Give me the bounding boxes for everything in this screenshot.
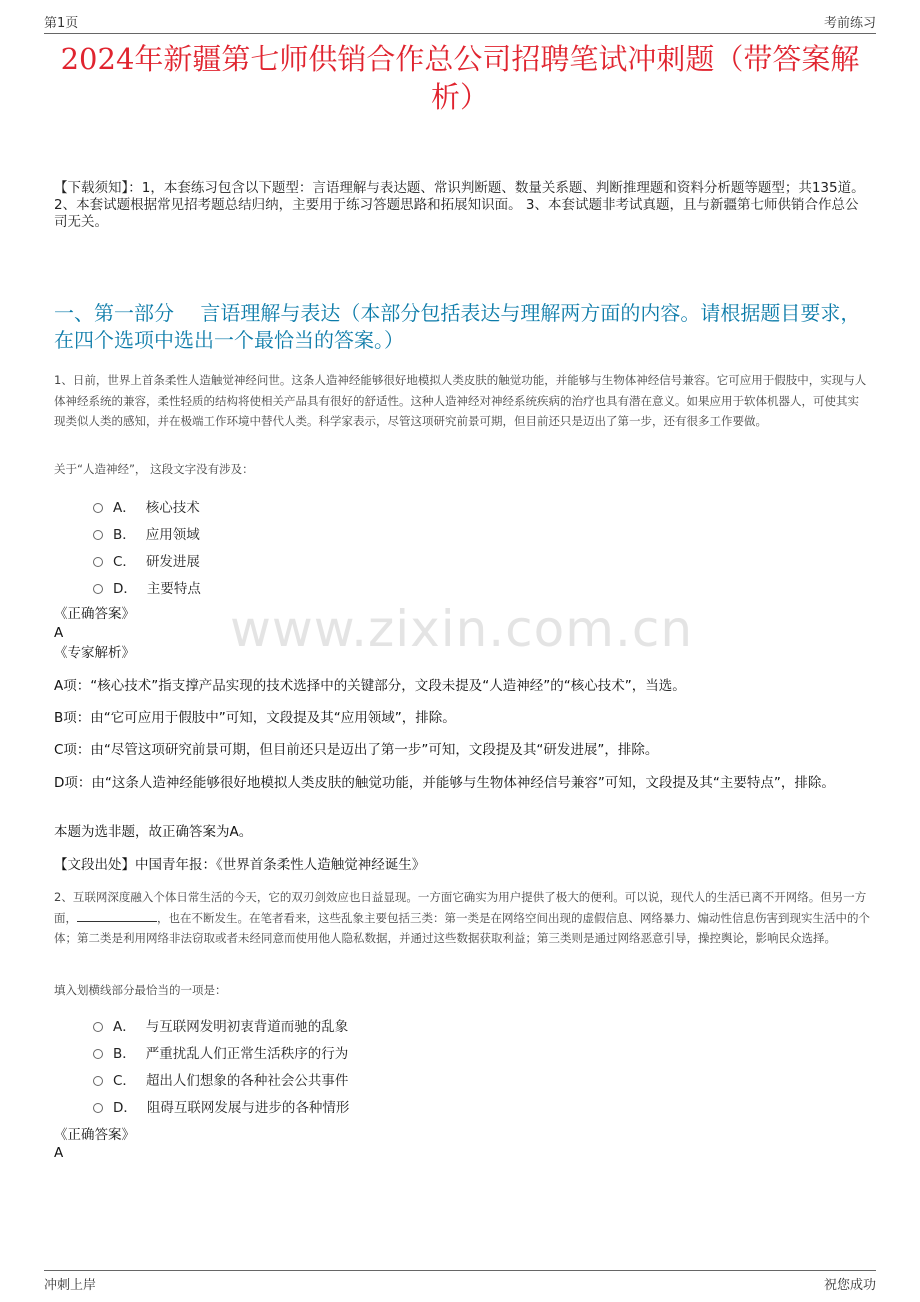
option-a[interactable] [93, 1011, 349, 1038]
radio-icon[interactable] [93, 584, 103, 594]
footer-divider [44, 1270, 876, 1271]
answer-label: 《正确答案》 [54, 606, 135, 622]
page-footer [44, 1274, 876, 1294]
option-text: 研发进展 [145, 553, 200, 570]
footer-right-text: 祝您成功 [823, 1278, 876, 1293]
watermark: www.zixin.com.cn [230, 600, 694, 658]
header-divider [44, 33, 876, 34]
question-2-stem [54, 887, 870, 949]
option-text: 应用领域 [145, 526, 200, 543]
analysis-item: A项：“核心技术”指支撑产品实现的技术选择中的关键部分，文段未提及“人造神经”的“核心技术”，当选。 [54, 678, 686, 694]
radio-icon[interactable] [93, 530, 103, 540]
fill-blank [77, 909, 157, 922]
radio-icon[interactable] [93, 557, 103, 567]
option-letter: B． [113, 526, 136, 543]
section-heading: 一、第一部分 言语理解与表达（本部分包括表达与理解两方面的内容。请根据题目要求，在四个选项中选出一个最恰当的答案。） [54, 301, 861, 352]
answer-value: A [54, 1145, 64, 1161]
question-1-prompt: 关于“人造神经”， 这段文字没有涉及： [54, 462, 254, 476]
analysis-item: D项：由“这条人造神经能够很好地模拟人类皮肤的触觉功能，并能够与生物体神经信号兼容”可知，文段提及其“主要特点”，排除。 [54, 775, 835, 791]
stem-part: ，也在不断发生。在笔者看来，这些乱象主要包括三类：第一类是在网络空间出现的虚假信息、网络暴力、煽动性信息伤害到现实生活中的个体；第二类是利用网络非法窃取或者未经同意而使用他人隐私数据，并通过这些数据获取利益；第三类则是通过网络恶意引导，操控舆论，影响民众选择。 [54, 910, 870, 945]
page-header [44, 12, 876, 32]
question-2-options [93, 1011, 349, 1119]
option-text: 严重扰乱人们正常生活秩序的行为 [145, 1045, 349, 1062]
answer-label: 《正确答案》 [54, 1127, 135, 1143]
option-letter: C． [113, 553, 136, 570]
option-letter: A． [113, 499, 136, 516]
question-1-stem: 1、日前，世界上首条柔性人造触觉神经问世。这条人造神经能够很好地模拟人类皮肤的触觉功能，并能够与生物体神经信号兼容。它可应用于假肢中，实现与人体神经系统的兼容，柔性轻质的结构将使相关产品具有很好的舒适性。这种人造神经对神经系统疾病的治疗也具有潜在意义。如果应用于软体机器人，可使其实现类似人类的感知，并在极端工作环境中替代人类。科学家表示，尽管这项研究前景可期，但目前还只是迈出了第一步，还有很多工作要做。 [54, 373, 867, 428]
option-letter: B． [113, 1045, 136, 1062]
header-tag: 考前练习 [823, 16, 876, 31]
radio-icon[interactable] [93, 503, 103, 513]
option-text: 阻碍互联网发展与进步的各种情形 [146, 1099, 350, 1116]
option-a[interactable] [93, 492, 201, 519]
footer-left-text: 冲刺上岸 [44, 1278, 97, 1293]
answer-value: A [54, 625, 64, 641]
option-c[interactable] [93, 1065, 349, 1092]
option-b[interactable] [93, 519, 201, 546]
option-text: 主要特点 [146, 580, 201, 597]
analysis-item: C项：由“尽管这项研究前景可期，但目前还只是迈出了第一步”可知，文段提及其“研发进展”，排除。 [54, 742, 659, 758]
option-text: 核心技术 [145, 499, 200, 516]
option-b[interactable] [93, 1038, 349, 1065]
analysis-label: 《专家解析》 [54, 645, 135, 661]
option-text: 超出人们想象的各种社会公共事件 [145, 1072, 349, 1089]
analysis-item: B项：由“它可应用于假肢中”可知，文段提及其“应用领域”，排除。 [54, 710, 456, 726]
option-text: 与互联网发明初衷背道而驰的乱象 [145, 1018, 349, 1035]
question-1-options [93, 492, 201, 600]
option-d[interactable] [93, 573, 201, 600]
page-number: 第1页 [44, 16, 79, 31]
radio-icon[interactable] [93, 1103, 103, 1113]
analysis-conclusion: 本题为选非题，故正确答案为A。 [54, 824, 253, 840]
radio-icon[interactable] [93, 1076, 103, 1086]
option-d[interactable] [93, 1092, 349, 1119]
option-letter: D． [113, 580, 137, 597]
radio-icon[interactable] [93, 1049, 103, 1059]
source-citation: 【文段出处】中国青年报：《世界首条柔性人造触觉神经诞生》 [54, 857, 426, 873]
option-letter: D． [113, 1099, 137, 1116]
question-2-prompt: 填入划横线部分最恰当的一项是： [54, 983, 227, 997]
option-letter: C． [113, 1072, 136, 1089]
stem-part: 2、互联网深度融入个体日常生活的今天，它的双刃剑效应也日益显现。一方面它确实为用户提供了极大的便利。可以说，现代人的生活已离不开网络。但另一方面， [54, 890, 867, 925]
document-title: 2024年新疆第七师供销合作总公司招聘笔试冲刺题（带答案解析） [60, 42, 860, 114]
option-letter: A． [113, 1018, 136, 1035]
option-c[interactable] [93, 546, 201, 573]
download-notice: 【下载须知】：1，本套练习包含以下题型：言语理解与表达题、常识判断题、数量关系题、判断推理题和资料分析题等题型；共135道。 2、本套试题根据常见招考题总结归纳，主要用于练习答题思路和拓展知识面。 3、本套试题非考试真题，且与新疆第七师供销合作总公司无关。 [54, 180, 865, 230]
radio-icon[interactable] [93, 1022, 103, 1032]
